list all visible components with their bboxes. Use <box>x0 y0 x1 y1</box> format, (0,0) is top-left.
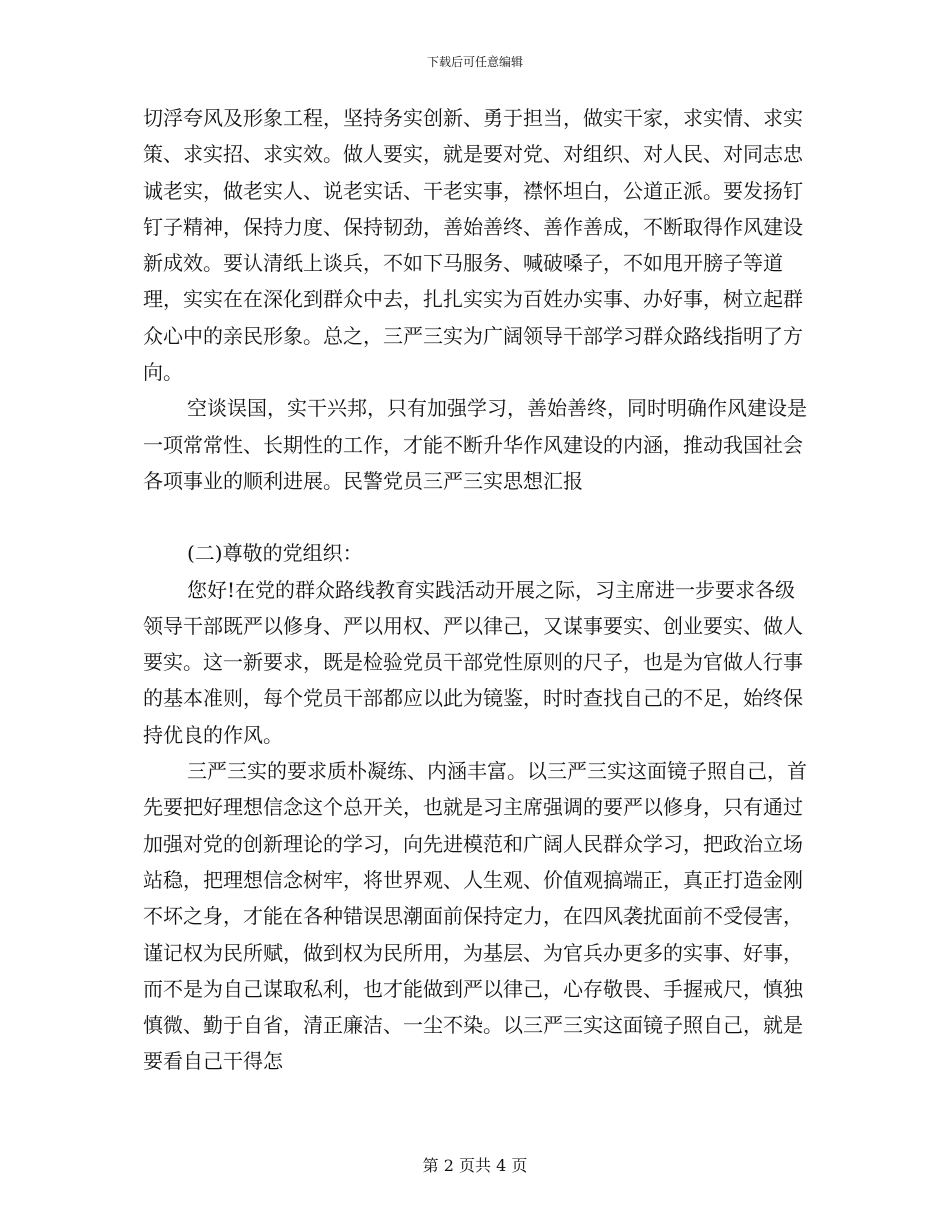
paragraph-gap <box>143 499 813 535</box>
page-footer: 第 2 页共 4 页 <box>422 1156 528 1175</box>
paragraph-2: 空谈误国，实干兴邦，只有加强学习，善始善终，同时明确作风建设是一项常常性、长期性的工作，才能不断升华作风建设的内涵，推动我国社会各项事业的顺利进展。民警党员三严三实思想汇报 <box>143 396 807 493</box>
paragraph-1: 切浮夸风及形象工程，坚持务实创新、勇于担当，做实干家，求实情、求实策、求实招、求实效。做人要实，就是要对党、对组织、对人民、对同志忠诚老实，做老实人、说老实话、干老实事，襟怀坦白，公道正派。要发扬钉钉子精神，保持力度、保持韧劲，善始善终、善作善成，不断取得作风建设新成效。要认清纸上谈兵，不如下马服务、喊破嗓子，不如甩开膀子等道理，实实在在深化到群众中去，扎扎实实为百姓办实事、办好事，树立起群众心中的亲民形象。总之，三严三实为广阔领导干部学习群众路线指明了方向。 <box>143 106 803 385</box>
paragraph-4: 三严三实的要求质朴凝练、内涵丰富。以三严三实这面镜子照自己，首先要把好理想信念这个总开关，也就是习主席强调的要严以修身，只有通过加强对党的创新理论的学习，向先进模范和广阔人民群众学习，把政治立场站稳，把理想信念树牢，将世界观、人生观、价值观搞端正，真正打造金刚不坏之身，才能在各种错误思潮面前保持定力，在四风袭扰面前不受侵害，谨记权为民所赋，做到权为民所用，为基层、为官兵办更多的实事、好事，而不是为自己谋取私利，也才能做到严以律己，心存敬畏、手握戒尺，慎独慎微、勤于自省，清正廉洁、一尘不染。以三严三实这面镜子照自己，就是要看自己干得怎 <box>143 759 807 1074</box>
document-body <box>143 100 813 1080</box>
page-header: 下载后可任意编辑 <box>426 55 523 69</box>
paragraph-3: 您好!在党的群众路线教育实践活动开展之际，习主席进一步要求各级领导干部既严以修身、严以用权、严以律己，又谋事要实、创业要实、做人要实。这一新要求，既是检验党员干部党性原则的尺子，也是为官做人行事的基本准则，每个党员干部都应以此为镜鉴，时时查找自己的不足，始终保持优良的作风。 <box>143 577 803 747</box>
salutation: (二)尊敬的党组织： <box>187 541 363 566</box>
